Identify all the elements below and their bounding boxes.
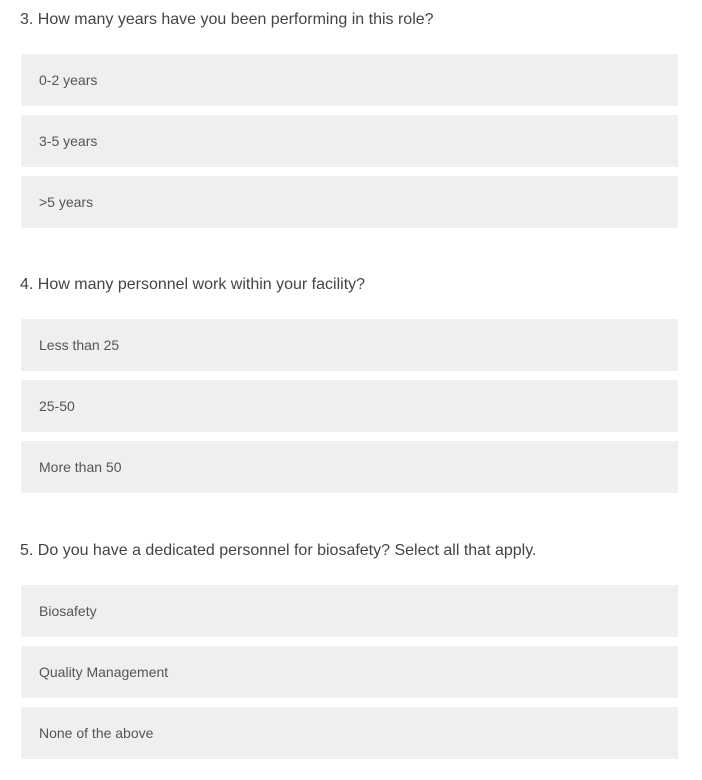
option-label: 25-50	[39, 398, 75, 414]
option-25-50[interactable]	[21, 380, 678, 432]
option-none-of-the-above[interactable]	[21, 707, 678, 759]
option-label: More than 50	[39, 459, 122, 475]
option-label: None of the above	[39, 725, 154, 741]
option-label: Biosafety	[39, 603, 97, 619]
question-title: 5. Do you have a dedicated personnel for biosafety? Select all that apply.	[20, 542, 537, 559]
option-0-2-years[interactable]	[21, 54, 678, 106]
option-less-than-25[interactable]	[21, 319, 678, 371]
option-quality-management[interactable]	[21, 646, 678, 698]
option-3-5-years[interactable]	[21, 115, 678, 167]
question-title: 4. How many personnel work within your facility?	[20, 276, 366, 293]
option-label: >5 years	[39, 194, 94, 210]
option-biosafety[interactable]	[21, 585, 678, 637]
question-title: 3. How many years have you been performing in this role?	[20, 11, 434, 28]
option-label: Quality Management	[39, 664, 169, 680]
option-more-than-50[interactable]	[21, 441, 678, 493]
option-label: 3-5 years	[39, 133, 98, 149]
option-label: Less than 25	[39, 337, 120, 353]
option-more-than-5-years[interactable]	[21, 176, 678, 228]
option-label: 0-2 years	[39, 72, 98, 88]
